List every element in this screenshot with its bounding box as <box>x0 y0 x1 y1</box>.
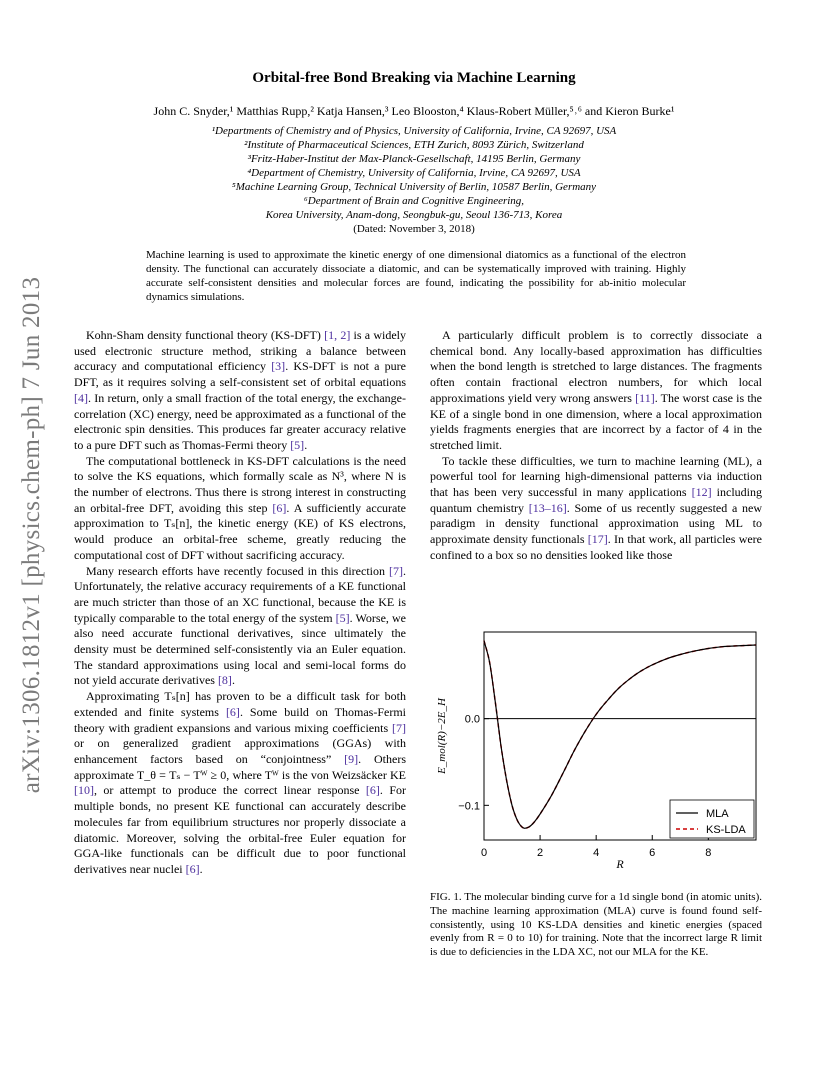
figure-caption: FIG. 1. The molecular binding curve for a 1d single bond (in atomic units). The machine learning approximation (MLA) curve is found found self-consistently, using 10 KS-LDA densities and kinetic energies (spaced evenly from R = 0 to 10) for training. Note that the incorrect large R limit is due to deficiencies in the LDA XC, not our MLA for the KE. <box>430 891 762 959</box>
citation-link[interactable]: [7] <box>392 720 406 735</box>
citation-link[interactable]: [6] <box>272 500 287 515</box>
paragraph: The computational bottleneck in KS-DFT calculations is the need to solve the KS equations, which formally scale as N³, where N is the number of electrons. Thus there is strong interest in constructing an orbital-free DFT, avoiding this step [6]. A sufficiently accurate approximation to Tₛ[n], the kinetic energy (KE) of KS electrons, would produce an orbital-free scheme, greatly reducing the computational cost of DFT without sacrificing accuracy. <box>74 453 406 562</box>
affiliation: Korea University, Anam-dong, Seongbuk-gu, Seoul 136-713, Korea <box>265 209 563 221</box>
x-tick-label: 4 <box>593 847 600 859</box>
arxiv-sidebar-stamp <box>14 255 50 815</box>
citation-link[interactable]: [9] <box>344 751 359 766</box>
arxiv-id: arXiv:1306.1812v1 [physics.chem-ph] 7 Jun 2013 <box>18 276 45 794</box>
citation-link[interactable]: [5] <box>335 610 350 625</box>
citation-link[interactable]: [12] <box>691 485 712 500</box>
y-tick-label: −0.1 <box>458 800 480 813</box>
body-column-left <box>74 328 406 878</box>
affiliation: ⁵Machine Learning Group, Technical University of Berlin, 10587 Berlin, Germany <box>231 181 597 193</box>
affiliation: ⁶Department of Brain and Cognitive Engineering, <box>303 195 525 207</box>
citation-link[interactable]: [13–16] <box>528 500 567 515</box>
affiliation: ²Institute of Pharmaceutical Sciences, ETH Zurich, 8093 Zürich, Switzerland <box>244 139 584 151</box>
citation-link[interactable]: [3] <box>271 359 286 374</box>
citation-link[interactable]: [7] <box>389 563 403 578</box>
legend <box>670 800 754 838</box>
x-tick-label: 6 <box>649 847 656 859</box>
paragraph: To tackle these difficulties, we turn to machine learning (ML), a powerful tool for learning high-dimensional patterns via induction that has been very successful in many applications [12] including quantum chemistry [13–16]. Some of us recently suggested a new paradigm in density functional approximation using ML to approximate density functionals [17]. In that work, all particles were confined to a box so no densities looked like those <box>430 453 763 562</box>
y-axis-label: E_mol(R)−2E_H <box>436 698 448 774</box>
paragraph: Kohn-Sham density functional theory (KS-DFT) [1, 2] is a widely used electronic structure method, striking a balance between accuracy and computational efficiency [3]. KS-DFT is not a pure DFT, as it requires solving a self-consistent set of orbital equations [4]. In return, only a small fraction of the total energy, the exchange-correlation (XC) energy, need be approximated as a functional of the electronic spin densities. This produces far greater accuracy relative to a pure DFT such as Thomas-Fermi theory [5]. <box>74 328 406 452</box>
binding-curve-chart <box>430 628 770 878</box>
x-tick-label: 2 <box>537 847 544 859</box>
x-tick-label: 8 <box>705 847 712 859</box>
figure-1 <box>430 628 770 878</box>
citation-link[interactable]: [5] <box>290 437 305 452</box>
paragraph: Many research efforts have recently focused in this direction [7]. Unfortunately, the relative accuracy requirements of a KE functional are much stricter than those of an XC functional, because the KE is typically comparable to the total energy of the system [5]. Worse, we also need accurate functional derivatives, since ultimately the density must be determined self-consistently via an Euler equation. The standard approximations using local and semi-local forms do not yield accurate derivatives [8]. <box>74 563 406 688</box>
citation-link[interactable]: [11] <box>635 390 655 405</box>
paragraph: Approximating Tₛ[n] has proven to be a difficult task for both extended and finite systems [6]. Some build on Thomas-Fermi theory with gradient expansions and various mixing coefficients [7] or on generalized gradient approximations (GGAs) with enhancement factors based on “conjointness” [9]. Others approximate T_θ = Tₛ − Tᵂ ≥ 0, where Tᵂ is the von Weizsäcker KE [10], or attempt to produce the correct linear response [6]. For multiple bonds, no present KE functional can accurately describe molecules far from equilibrium structures nor properly dissociate a diatomic. Moreover, solving the orbital-free Euler equation for GGA-like functionals can be difficult due to poor functional derivatives near nuclei [6]. <box>74 689 407 876</box>
x-tick-label: 0 <box>480 847 488 859</box>
legend-label-mla: MLA <box>706 808 729 820</box>
y-tick-label: 0.0 <box>464 713 480 726</box>
affiliation: ³Fritz-Haber-Institut der Max-Planck-Gesellschaft, 14195 Berlin, Germany <box>247 153 581 165</box>
body-column-right <box>430 328 762 564</box>
citation-link[interactable]: [1, 2] <box>324 328 351 342</box>
date-line: (Dated: November 3, 2018) <box>353 223 475 235</box>
paragraph: A particularly difficult problem is to correctly dissociate a chemical bond. Any locally-based approximation has difficulties when the bond length is stretched to large distances. The fragments often contain fractional electron numbers, for which local approximations yield very wrong answers [11]. The worst case is the KE of a single bond in one dimension, where a local approximation yields fragments energies that are incorrect by a factor of 4 in the stretched limit. <box>430 328 762 452</box>
citation-link[interactable]: [4] <box>74 390 88 405</box>
author-list: John C. Snyder,¹ Matthias Rupp,² Katja Hansen,³ Leo Blooston,⁴ Klaus-Robert Müller,⁵˒⁶ and Kieron Burke¹ <box>153 104 675 118</box>
affiliation: ¹Departments of Chemistry and of Physics, University of California, Irvine, CA 92697, USA <box>211 125 617 137</box>
citation-link[interactable]: [10] <box>74 783 94 798</box>
legend-label-kslda: KS-LDA <box>706 824 746 836</box>
paper-title: Orbital-free Bond Breaking via Machine Learning <box>252 70 576 86</box>
citation-link[interactable]: [17] <box>587 532 608 547</box>
citation-link[interactable]: [8] <box>217 673 232 688</box>
x-axis-label: R <box>616 857 624 871</box>
citation-link[interactable]: [6] <box>185 861 200 876</box>
abstract: Machine learning is used to approximate the kinetic energy of one dimensional diatomics as a functional of the electron density. The functional can accurately dissociate a diatomic, and can be systematically improved with training. Highly accurate self-consistent densities and molecular forces are found, indicating the possibility for ab-initio molecular dynamics simulations. <box>146 249 686 303</box>
citation-link[interactable]: [6] <box>225 704 240 719</box>
citation-link[interactable]: [6] <box>365 783 380 798</box>
affiliation: ⁴Department of Chemistry, University of California, Irvine, CA 92697, USA <box>247 167 581 179</box>
